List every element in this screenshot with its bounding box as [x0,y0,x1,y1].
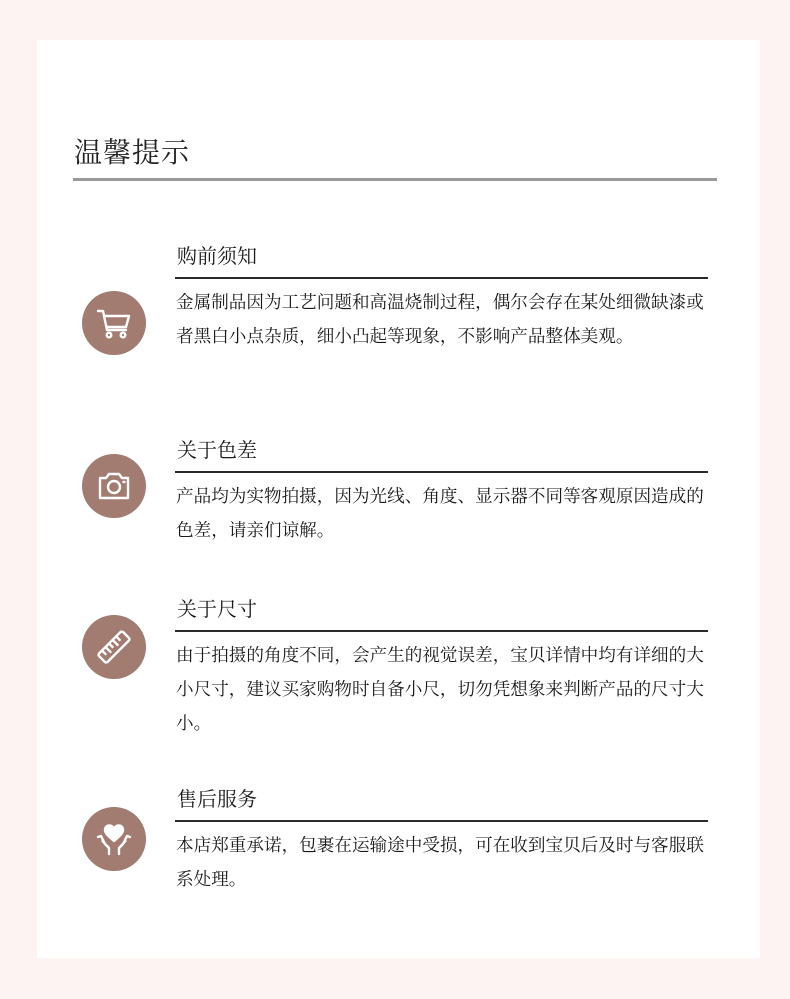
section-body: 产品均为实物拍摄，因为光线、角度、显示器不同等客观原因造成的色差，请亲们谅解。 [176,487,704,541]
section-body: 本店郑重承诺，包裹在运输途中受损，可在收到宝贝后及时与客服联系处理。 [176,836,704,890]
section-heading: 售后服务 [177,787,257,811]
title-divider [73,178,717,181]
section-divider [175,630,708,632]
section-heading: 关于尺寸 [177,597,257,621]
page-title: 温馨提示 [74,136,191,169]
ruler-icon [82,615,146,679]
section-divider [175,471,708,473]
section-heading: 购前须知 [177,244,257,268]
hands-heart-icon [82,807,146,871]
section-heading: 关于色差 [177,438,257,462]
notice-card [37,40,760,958]
section-divider [175,277,708,279]
section-body: 金属制品因为工艺问题和高温烧制过程，偶尔会存在某处细微缺漆或者黑白小点杂质，细小凸起等现象，不影响产品整体美观。 [176,293,704,347]
camera-icon [82,454,146,518]
section-body: 由于拍摄的角度不同，会产生的视觉误差，宝贝详情中均有详细的大小尺寸，建议买家购物时自备小尺，切勿凭想象来判断产品的尺寸大小。 [176,646,704,734]
shopping-cart-icon [82,291,146,355]
section-divider [175,820,708,822]
